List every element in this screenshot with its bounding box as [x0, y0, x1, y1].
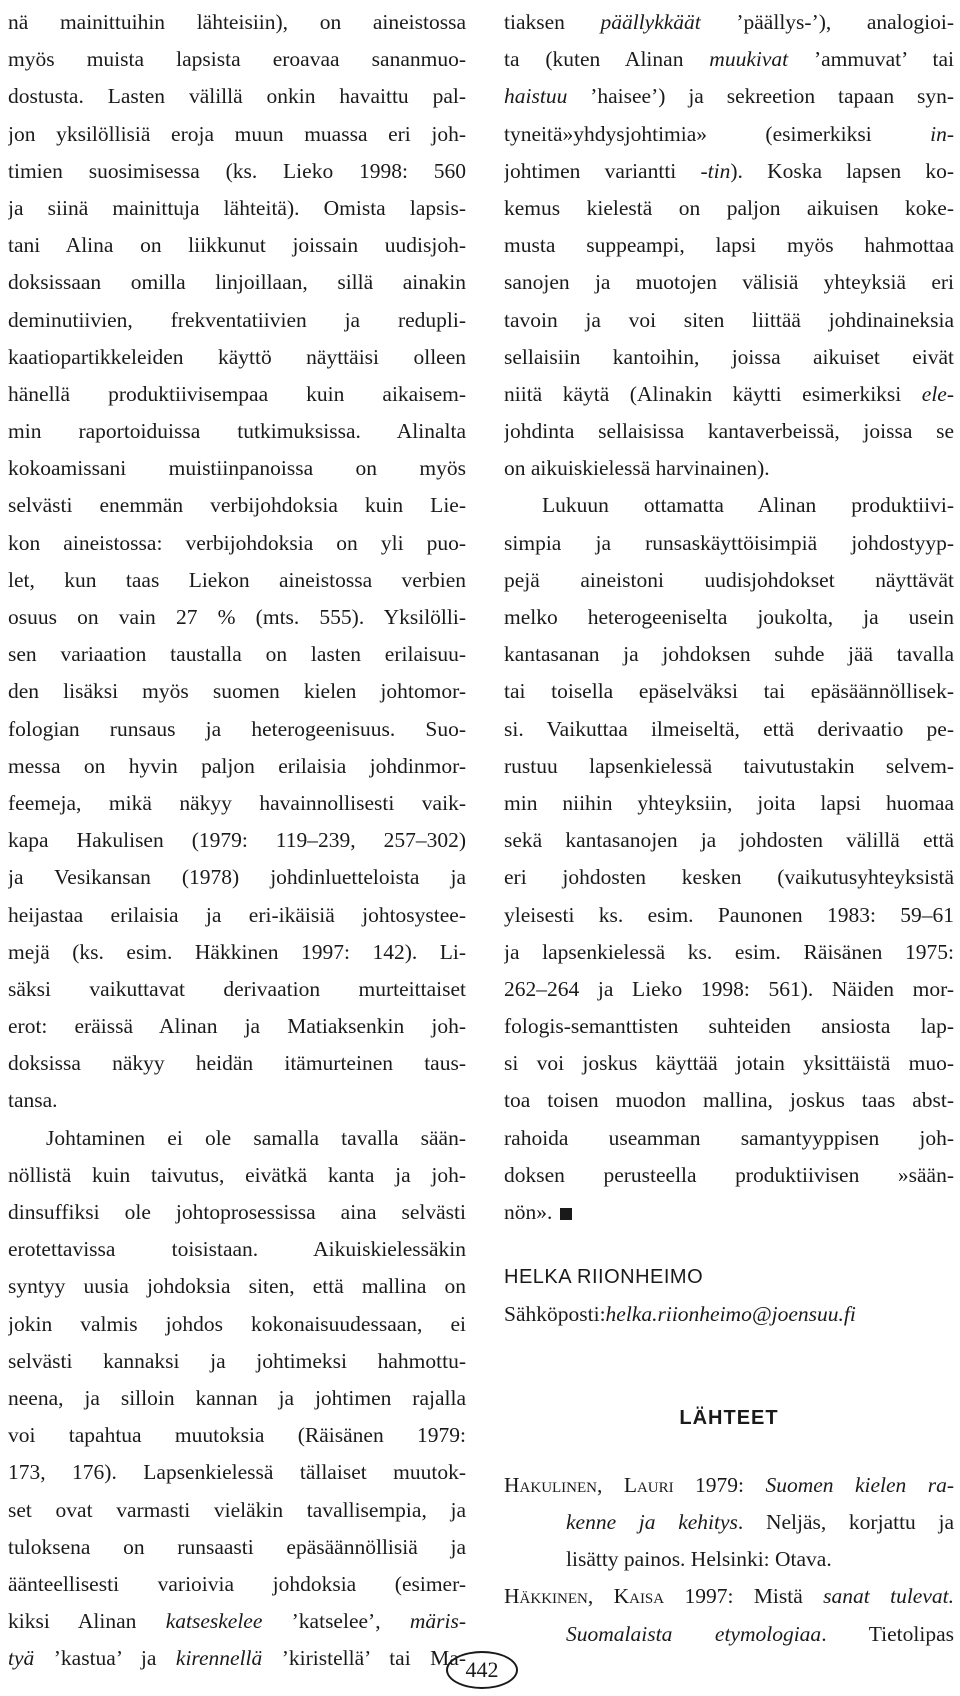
italic-example: katseskelee	[165, 1609, 263, 1634]
text-line: sen variaation taustalla on lasten erilaisuu-	[8, 642, 466, 667]
text-line: dinsuffiksi ole johtoprosessissa aina selvästi	[8, 1200, 466, 1224]
right-column	[504, 4, 954, 1653]
text-line: rustuu lapsenkielessä taivutustakin selvem-	[504, 753, 954, 778]
text-line: ja lapsenkielessä ks. esim. Räisänen 1975:	[504, 939, 954, 964]
text-line	[504, 1578, 954, 1615]
text-line: rahoida useamman samantyyppisen joh-	[504, 1125, 954, 1150]
reference-entry	[504, 1467, 954, 1579]
text-line: fologian runsaus ja heterogeenisuus. Suo-	[8, 716, 466, 741]
text-line: timien suosimisessa (ks. Lieko 1998: 560	[8, 158, 466, 183]
text-run: ’kiristellä’ tai Ma-	[262, 1646, 466, 1671]
text-line	[504, 41, 954, 78]
text-run: johtimen variantti -	[504, 158, 708, 183]
left-column	[8, 4, 466, 1677]
reference-title: sanat tulevat.	[823, 1584, 954, 1609]
text-line	[504, 1194, 954, 1231]
text-run: ). Koska lapsen ko-	[730, 158, 954, 183]
text-line: kokoamissani muistiinpanoissa on myös	[8, 456, 466, 481]
text-line: 262–264 ja Lieko 1998: 561). Näiden mor-	[504, 976, 954, 1001]
text-line: nä mainittuihin lähteisiin), on aineistossa	[8, 10, 466, 34]
text-line	[504, 1541, 954, 1578]
text-line: dostusta. Lasten välillä onkin havaittu pal-	[8, 84, 466, 109]
text-line: feemeja, mikä näkyy havainnollisesti vaik-	[8, 790, 466, 815]
text-line	[504, 450, 954, 487]
text-line: neena, ja silloin kannan ja johtimen rajalla	[8, 1385, 466, 1410]
reference-entry	[504, 1578, 954, 1652]
text-line: si. Vaikuttaa ilmeiseltä, että derivaatio pe-	[504, 716, 954, 741]
text-line: kon aineistossa: verbijohdoksia on yli puo-	[8, 530, 466, 555]
reference-title: Suomalaista etymologiaa	[566, 1621, 822, 1646]
page-number: 442	[446, 1651, 518, 1689]
text-line: pejä aineistoni uudisjohdokset näyttävät	[504, 567, 954, 592]
reference-author: Hakulinen, Lauri	[504, 1472, 674, 1497]
text-line: selvästi enemmän verbijohdoksia kuin Lie-	[8, 493, 466, 518]
italic-example: ele-	[921, 381, 954, 406]
text-line: sekä kantasanojen ja johdosten välillä että	[504, 828, 954, 853]
italic-example: haistuu	[504, 84, 568, 109]
text-line: nöllistä kuin taivutus, eivätkä kanta ja joh-	[8, 1162, 466, 1187]
text-run: lisätty painos. Helsinki: Otava.	[566, 1547, 832, 1572]
left-paragraph-2	[8, 1120, 466, 1603]
text-line	[8, 1603, 466, 1640]
text-run: ’ammuvat’ tai	[788, 47, 954, 72]
text-line	[504, 153, 954, 190]
text-line	[504, 116, 954, 153]
text-line	[504, 1504, 954, 1541]
text-run: johdinta sellaisissa kantaverbeissä, joissa se	[504, 419, 954, 444]
reference-title: kenne ja kehitys	[566, 1509, 738, 1534]
text-line: fologis-semanttisten suhteiden ansiosta lap-	[504, 1014, 954, 1039]
text-line	[504, 376, 954, 413]
reference-year: 1997: Mistä	[664, 1584, 824, 1609]
text-line	[8, 1640, 466, 1677]
text-line: jokin valmis johdos kokonaisuudessaan, ei	[8, 1311, 466, 1336]
text-line: toa toisen muodon mallina, joskus taas abst-	[504, 1088, 954, 1113]
text-line: musta suppeampi, lapsi myös hahmottaa	[504, 233, 954, 258]
text-line: kaatiopartikkeleiden käyttö näyttäisi olleen	[8, 344, 466, 369]
text-line: tansa.	[8, 1088, 58, 1113]
text-line	[504, 1467, 954, 1504]
references-heading: LÄHTEET	[679, 1406, 779, 1429]
text-line: kemus kielestä on paljon aikuisen koke-	[504, 195, 954, 220]
text-line: heijastaa erilaisia ja eri-ikäisiä johtosystee-	[8, 902, 466, 927]
right-lines-6-10	[504, 190, 954, 376]
text-line: erot: eräissä Alinan ja Matiaksenkin joh-	[8, 1014, 466, 1039]
text-line: set ovat varmasti vieläkin tavallisempia, ja	[8, 1497, 466, 1522]
right-paragraph	[504, 487, 954, 1194]
italic-example: muukivat	[709, 47, 789, 72]
text-line: tani Alina on liikkunut joissain uudisjoh-	[8, 233, 466, 258]
text-line: äänteellisesti varioivia johdoksia (esimer-	[8, 1571, 466, 1596]
text-line: tavoin ja voi siten liittää johdinaineksia	[504, 307, 954, 332]
text-line: myös muista lapsista eroavaa sananmuo-	[8, 47, 466, 72]
text-line: syntyy uusia johdoksia siten, että mallina on	[8, 1274, 466, 1299]
text-line: kantasanan ja johdoksen suhde jää tavalla	[504, 642, 954, 667]
text-run: . Tietolipas	[821, 1621, 954, 1646]
text-line: deminutiivien, frekventatiivien ja redupli-	[8, 307, 466, 332]
text-line: tuloksena on runsaasti epäsäännöllisiä ja	[8, 1534, 466, 1559]
text-line: doksissa näkyy heidän itämurteinen taus-	[8, 1051, 466, 1076]
text-line: osuus on vain 27 % (mts. 555). Yksilölli-	[8, 605, 466, 629]
reference-title: Suomen kielen ra-	[765, 1472, 954, 1497]
italic-example: tyä	[8, 1646, 35, 1671]
text-line: den lisäksi myös suomen kielen johtomor-	[8, 679, 466, 704]
reference-year: 1979:	[673, 1472, 766, 1497]
text-line: doksissaan omilla linjoillaan, sillä ainakin	[8, 270, 466, 295]
italic-example: kirennellä	[175, 1646, 263, 1671]
text-line: kapa Hakulisen (1979: 119–239, 257–302)	[8, 828, 466, 853]
author-name: HELKA RIIONHEIMO	[504, 1266, 704, 1289]
text-line: Lukuun ottamatta Alinan produktiivi-	[542, 493, 954, 518]
author-email	[504, 1296, 954, 1333]
text-line: simpia ja runsaskäyttöisimpiä johdostyyp-	[504, 530, 954, 555]
italic-example: tin	[707, 158, 731, 183]
text-line	[504, 413, 954, 450]
text-line: mejä (ks. esim. Häkkinen 1997: 142). Li-	[8, 939, 466, 964]
text-line	[504, 78, 954, 115]
text-run: nön».	[504, 1200, 553, 1224]
italic-example: päällykkäät	[600, 10, 701, 34]
text-line: sanojen ja muotojen välisiä yhteyksiä eri	[504, 270, 954, 295]
text-line: hänellä produktiivisempaa kuin aikaisem-	[8, 381, 466, 406]
end-of-article-mark	[560, 1208, 572, 1220]
text-line: selvästi kannaksi ja johtimeksi hahmottu-	[8, 1348, 466, 1373]
text-line: säksi vaikuttavat derivaation murteittaiset	[8, 976, 466, 1001]
email-label: Sähköposti:	[504, 1302, 606, 1327]
text-line: sellaisiin kantoihin, joissa aikuiset eivät	[504, 344, 954, 369]
text-line: min niihin yhteyksiin, joita lapsi huomaa	[504, 790, 954, 815]
text-line: let, kun taas Liekon aineistossa verbien	[8, 567, 466, 592]
text-line: Johtaminen ei ole samalla tavalla sään-	[46, 1125, 466, 1150]
text-line: erotettavissa toisistaan. Aikuiskielessäkin	[8, 1237, 466, 1262]
text-line: tai toisella epäselväksi tai epäsäännöllisek-	[504, 679, 954, 704]
reference-author: Häkkinen, Kaisa	[504, 1584, 665, 1609]
text-line: min raportoiduissa tutkimuksissa. Alinalta	[8, 419, 466, 444]
text-line: yleisesti ks. esim. Paunonen 1983: 59–61	[504, 902, 954, 927]
text-run: ’kastua’ ja	[34, 1646, 176, 1671]
email-address[interactable]: helka.riionheimo@joensuu.fi	[605, 1302, 856, 1327]
text-run: on aikuiskielessä harvinainen).	[504, 456, 770, 481]
text-line: voi tapahtua muutoksia (Räisänen 1979:	[8, 1423, 466, 1448]
text-line: ja Vesikansan (1978) johdinluetteloista ja	[8, 865, 466, 890]
text-line	[504, 1616, 954, 1653]
text-run: ta (kuten Alinan	[504, 47, 710, 72]
text-run: niitä käytä (Alinakin käytti esimerkiksi	[504, 381, 922, 406]
text-line: 173, 176). Lapsenkielessä tällaiset muutok-	[8, 1460, 466, 1485]
italic-example: in-	[930, 121, 954, 146]
text-line: jon yksilöllisiä eroja muun muassa eri joh-	[8, 121, 466, 146]
italic-example: märis-	[409, 1609, 466, 1634]
text-run: ’haisee’) ja sekreetion tapaan syn-	[567, 84, 954, 109]
text-run: ’päällys-’), analogioi-	[700, 10, 954, 34]
text-line: si voi joskus käyttää jotain yksittäistä muo-	[504, 1051, 954, 1076]
text-run: tiaksen	[504, 10, 601, 34]
text-run: tyneitä»yhdysjohtimia» (esimerkiksi	[504, 121, 931, 146]
text-line: ja siinä mainittuja lähteitä). Omista lapsis-	[8, 195, 466, 220]
text-line: eri johdosten kesken (vaikutusyhteyksistä	[504, 865, 954, 890]
text-line: messa on hyvin paljon erilaisia johdinmor-	[8, 753, 466, 778]
text-line: melko heterogeeniselta joukolta, ja usein	[504, 605, 954, 629]
text-line: doksen perusteella produktiivisen »sään-	[504, 1162, 954, 1187]
text-run: kiksi Alinan	[8, 1609, 166, 1634]
text-run: ’katselee’,	[262, 1609, 410, 1634]
left-paragraph-1	[8, 4, 466, 1120]
text-run: . Neljäs, korjattu ja	[737, 1509, 954, 1534]
text-line	[504, 4, 954, 41]
